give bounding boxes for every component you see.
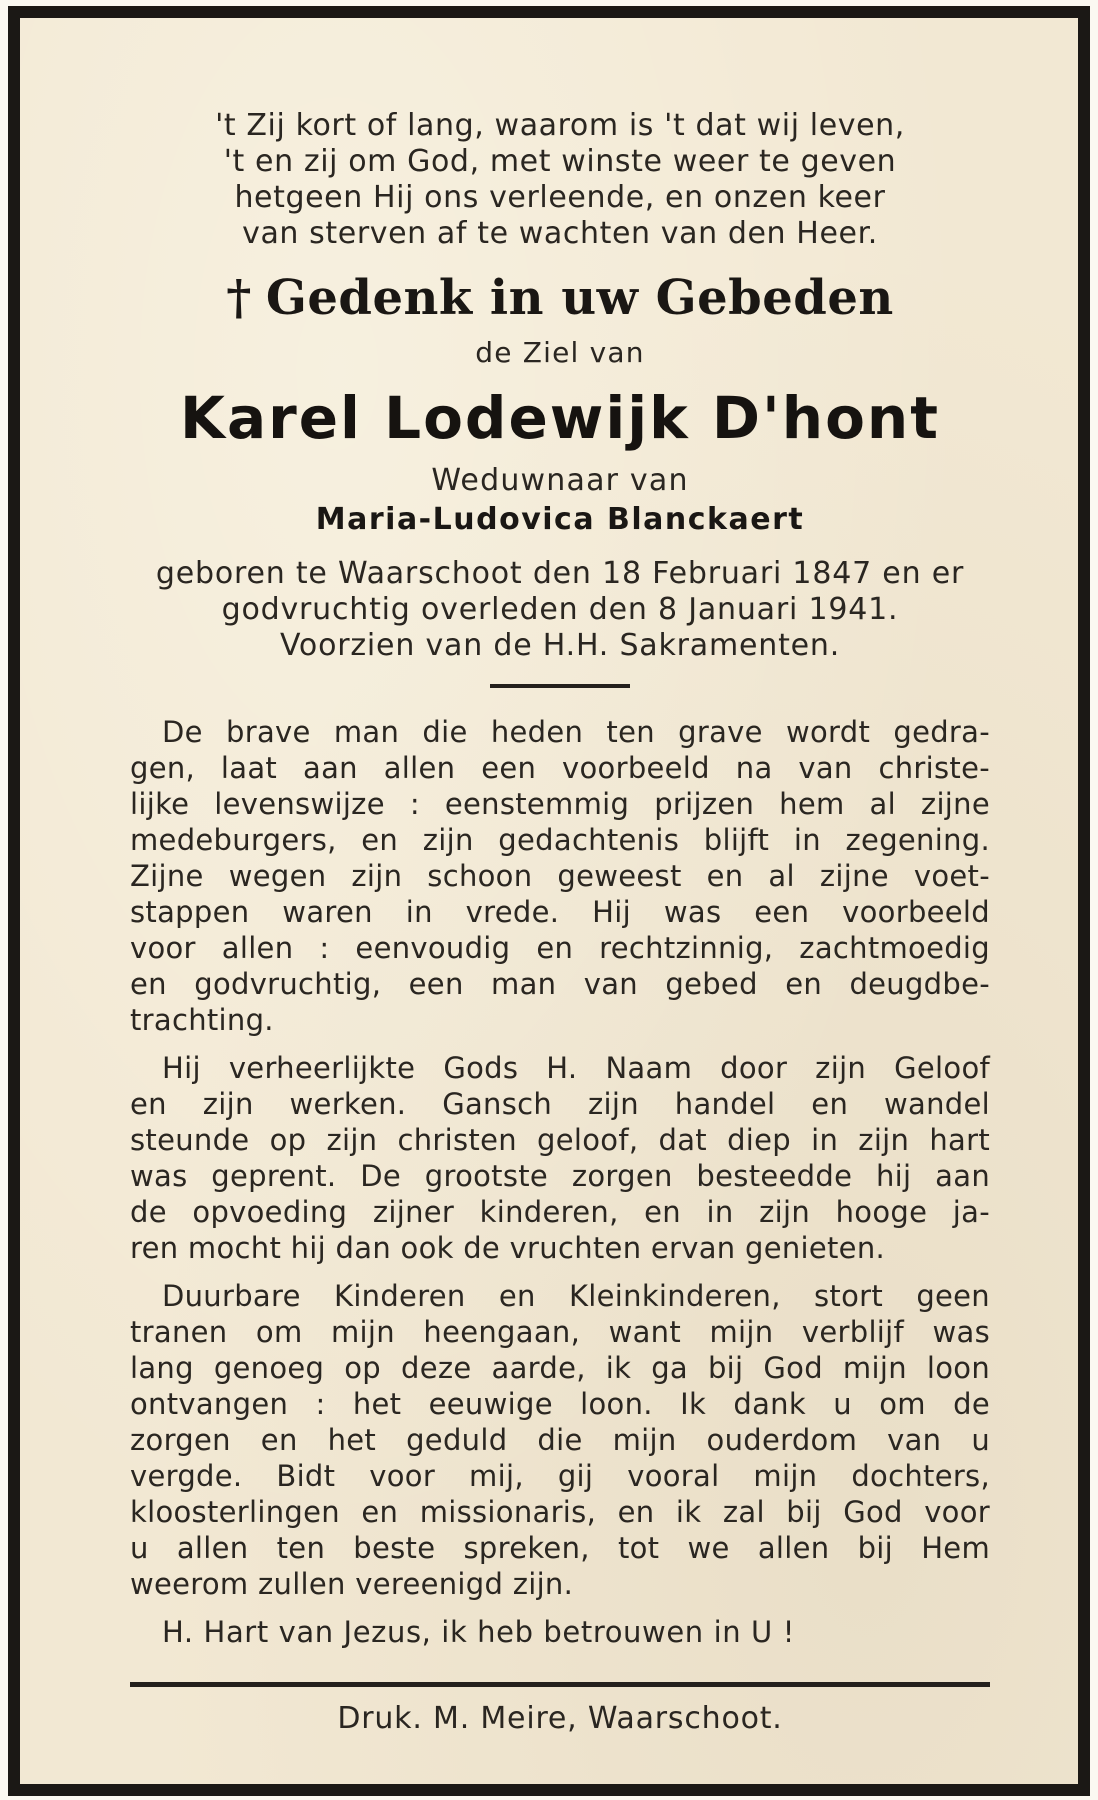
- paragraph-line: medeburgers, en zijn gedachtenis blijft in zegening.: [130, 823, 990, 857]
- cross-icon: †: [226, 270, 252, 326]
- dates-line: Voorzien van de H.H. Sakramenten.: [279, 628, 841, 663]
- opening-poem: [130, 108, 990, 252]
- paragraph-line: ren mocht hij dan ook de vruchten ervan genieten.: [130, 1231, 886, 1265]
- dates-line: geboren te Waarschoot den 18 Februari 1847 en er: [155, 556, 965, 591]
- widower-label: Weduwnaar van: [431, 463, 689, 498]
- poem-line: van sterven af te wachten van den Heer.: [242, 216, 878, 251]
- deceased-name: Karel Lodewijk D'hont: [180, 384, 940, 452]
- paragraph-line: weerom zullen vereenigd zijn.: [130, 1567, 574, 1601]
- soul-of-label: de Ziel van: [475, 336, 645, 369]
- poem-line: 't en zij om God, met winste weer te geven: [223, 144, 897, 179]
- paragraph-line: Duurbare Kinderen en Kleinkinderen, stort geen: [162, 1279, 990, 1313]
- paragraph-line: Hij verheerlijkte Gods H. Naam door zijn Geloof: [162, 1051, 990, 1085]
- memorial-heading: [130, 270, 990, 326]
- paragraph-line: vergde. Bidt voor mij, gij vooral mijn dochters,: [130, 1459, 990, 1493]
- paragraph-line: tranen om mijn heengaan, want mijn verblijf was: [130, 1315, 990, 1349]
- poem-line: hetgeen Hij ons verleende, en onzen keer: [234, 180, 886, 215]
- heading-text: Gedenk in uw Gebeden: [265, 270, 894, 326]
- paragraph-line: trachting.: [130, 1003, 274, 1037]
- paragraph-line: zorgen en het geduld die mijn ouderdom van u: [130, 1423, 990, 1457]
- paragraph-line: kloosterlingen en missionaris, en ik zal bij God voor: [130, 1495, 990, 1529]
- printer-credit: Druk. M. Meire, Waarschoot.: [337, 1701, 783, 1736]
- paragraph-line: de opvoeding zijner kinderen, en in zijn hooge ja-: [130, 1195, 990, 1229]
- paragraph-faith: [130, 1050, 990, 1266]
- paragraph-line: steunde op zijn christen geloof, dat diep in zijn hart: [130, 1123, 990, 1157]
- paragraph-line: u allen ten beste spreken, tot we allen bij Hem: [130, 1531, 990, 1565]
- dates-line: godvruchtig overleden den 8 Januari 1941.: [221, 592, 899, 627]
- paragraph-line: De brave man die heden ten grave wordt gedra-: [162, 715, 990, 749]
- paragraph-line: stappen waren in vrede. Hij was een voorbeeld: [130, 895, 990, 929]
- card-paper: [20, 18, 1078, 1784]
- paragraph-line: lijke levenswijze : eenstemmig prijzen hem al zijne: [130, 787, 990, 821]
- poem-line: 't Zij kort of lang, waarom is 't dat wij leven,: [215, 108, 905, 143]
- paragraph-line: Zijne wegen zijn schoon geweest en al zijne voet-: [130, 859, 990, 893]
- closing-prayer: H. Hart van Jezus, ik heb betrouwen in U !: [162, 1615, 795, 1649]
- spouse-name: Maria-Ludovica Blanckaert: [315, 502, 805, 537]
- paragraph-line: voor allen : eenvoudig en rechtzinnig, zachtmoedig: [130, 931, 990, 965]
- paragraph-farewell: [130, 1278, 990, 1602]
- footer-divider: [130, 1682, 990, 1687]
- paragraph-line: was geprent. De grootste zorgen besteedde hij aan: [130, 1159, 990, 1193]
- paragraph-line: gen, laat aan allen een voorbeeld na van christe-: [130, 751, 990, 785]
- card-content: [130, 108, 990, 1737]
- birth-death-dates: [130, 556, 990, 664]
- paragraph-line: en zijn werken. Gansch zijn handel en wandel: [130, 1087, 990, 1121]
- paragraph-virtues: [130, 714, 990, 1038]
- memorial-card: [8, 6, 1090, 1796]
- paragraph-line: en godvruchtig, een man van gebed en deugdbe-: [130, 967, 990, 1001]
- short-divider: [490, 684, 630, 688]
- paragraph-line: ontvangen : het eeuwige loon. Ik dank u om de: [130, 1387, 990, 1421]
- paragraph-line: lang genoeg op deze aarde, ik ga bij God mijn loon: [130, 1351, 990, 1385]
